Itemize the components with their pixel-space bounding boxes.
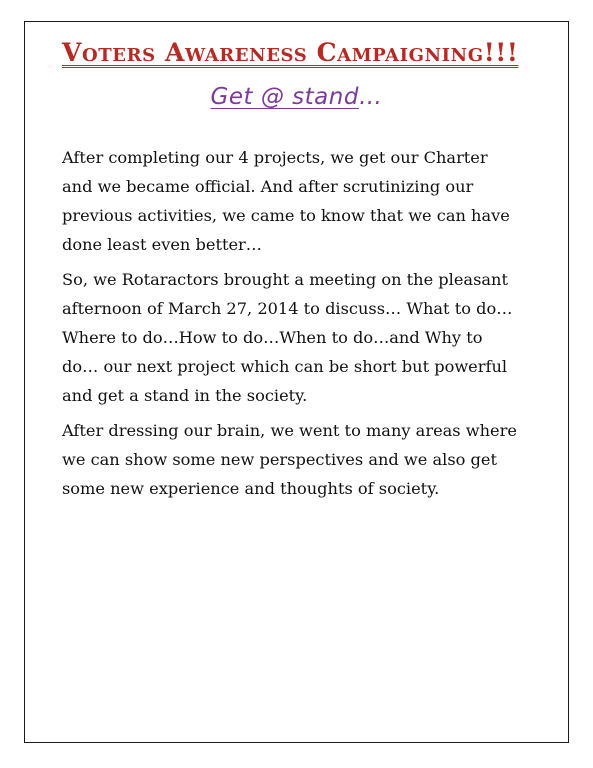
- subtitle-text: Get @ stand: [210, 84, 359, 110]
- document-title: Voters Awareness Campaigning!!!: [62, 38, 519, 67]
- paragraph-2: So, we Rotaractors brought a meeting on the pleasant afternoon of March 27, 2014 to discuss… What to do…Where to do…How to do…When to do…and Why to do… our next project which can be short but powerful and get a stand in the society.: [62, 270, 513, 405]
- document-subtitle: [0, 84, 593, 110]
- paragraph-1: After completing our 4 projects, we get our Charter and we became official. And after scrutinizing our previous activities, we came to know that we can have done least even better…: [62, 148, 510, 254]
- document-body: [62, 143, 522, 509]
- paragraph-3: After dressing our brain, we went to many areas where we can show some new perspectives and we also get some new experience and thoughts of society.: [62, 421, 517, 498]
- subtitle-ellipsis: …: [358, 84, 383, 110]
